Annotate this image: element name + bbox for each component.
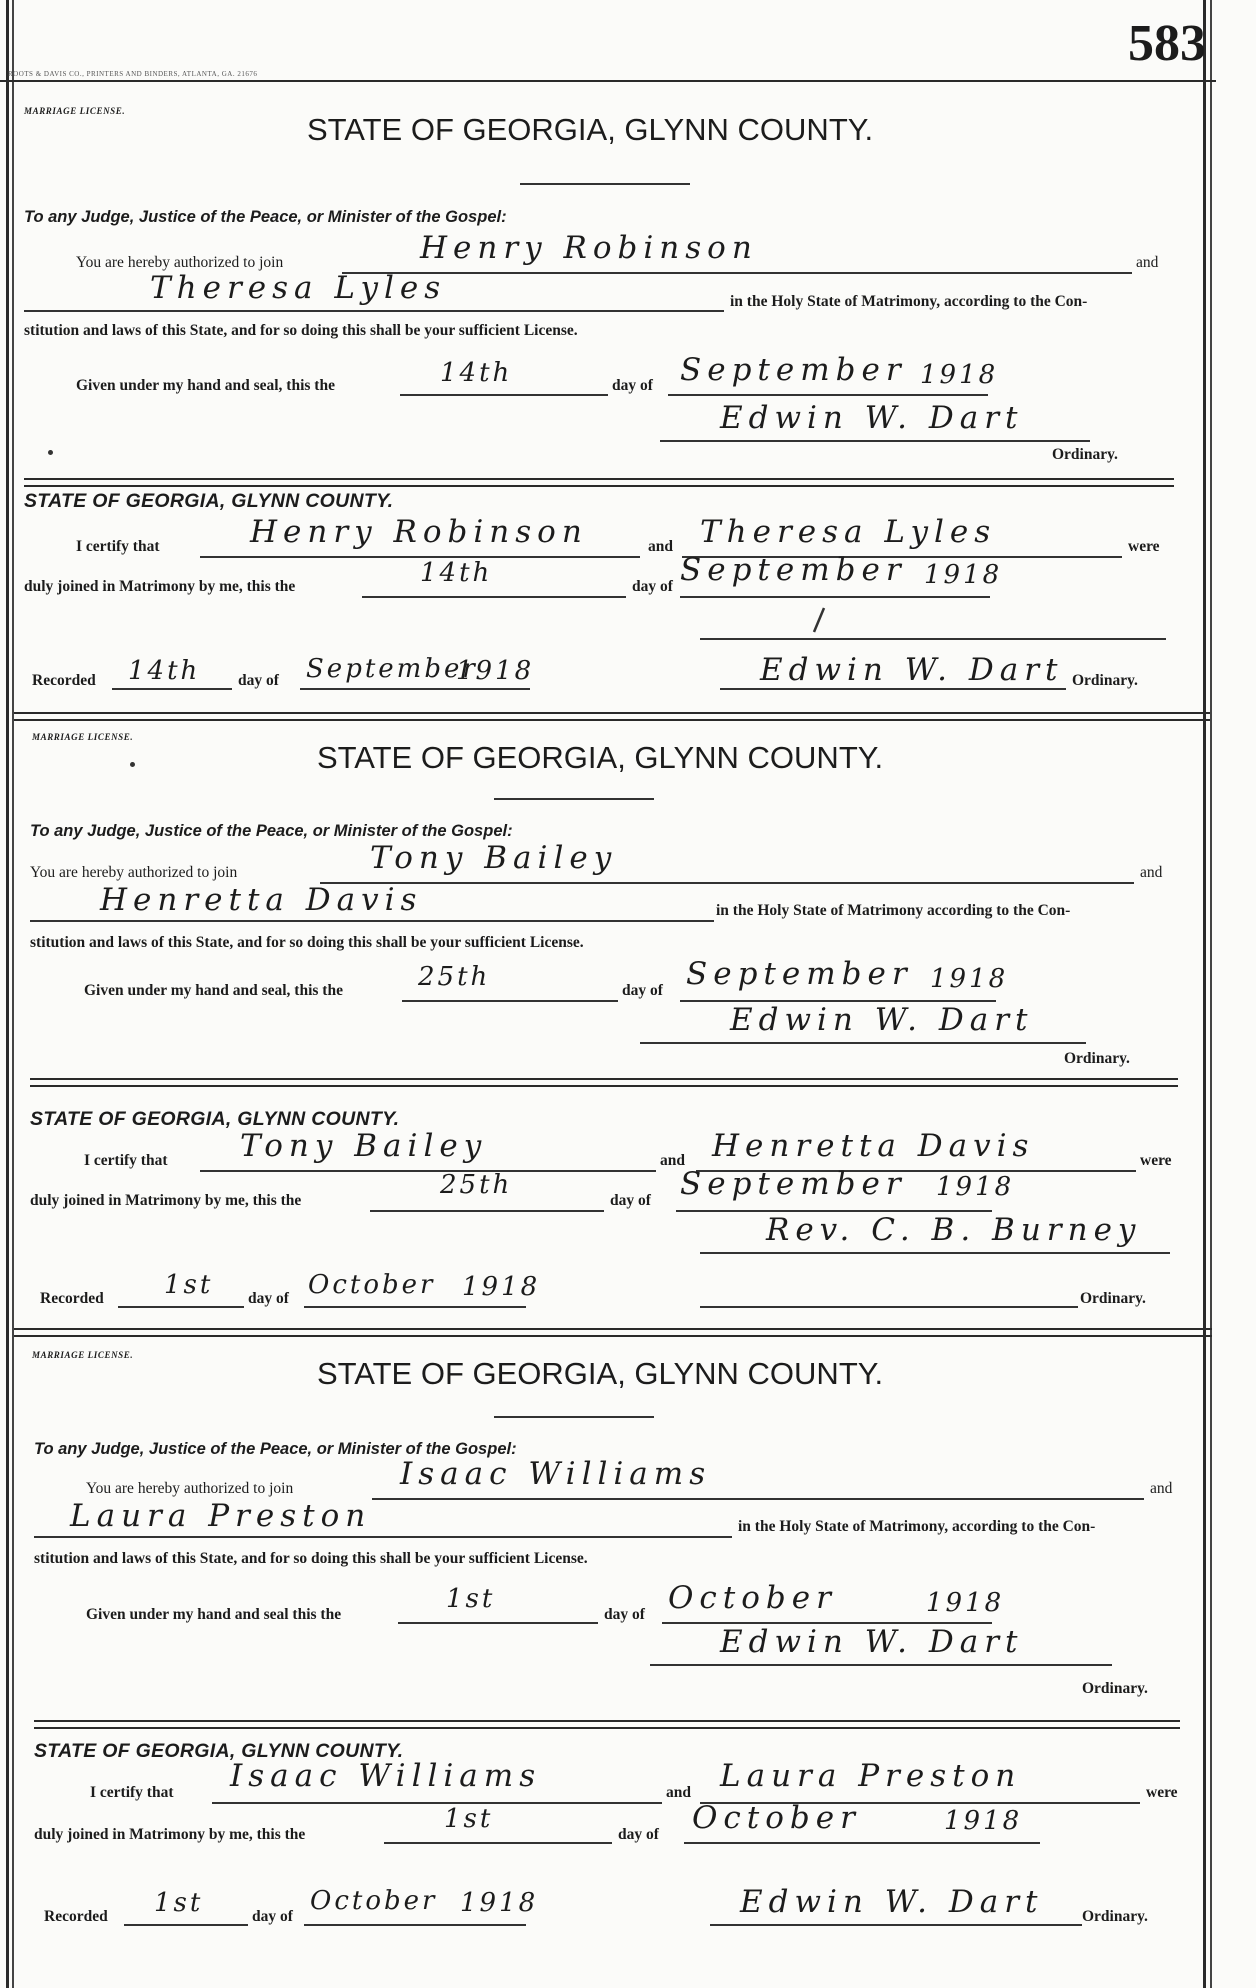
recorded-day-line	[112, 688, 232, 690]
certificate-day-line	[362, 596, 626, 598]
title-underline	[494, 1416, 654, 1418]
recorded-day: 1st	[154, 1888, 204, 1918]
ordinary-text: Ordinary.	[1082, 1680, 1148, 1697]
title-underline	[520, 183, 690, 185]
certificate-groom: Henry Robinson	[250, 514, 588, 550]
certificate-month-line	[680, 596, 990, 598]
recorded-day: 14th	[128, 656, 201, 686]
bride-line	[34, 1536, 732, 1538]
bride-line	[30, 920, 714, 922]
groom-line	[320, 882, 1134, 884]
section-divider	[24, 478, 1174, 487]
recorded-signature-line	[700, 1306, 1078, 1308]
recorded-ordinary: Ordinary.	[1080, 1290, 1146, 1307]
section-divider	[30, 1078, 1178, 1087]
certificate-and: and	[648, 538, 673, 555]
recorded-signature: Edwin W. Dart	[740, 1884, 1044, 1920]
bride-line	[24, 310, 724, 312]
bride-name: Theresa Lyles	[150, 270, 447, 306]
recorded-text: Recorded	[44, 1908, 108, 1925]
form-tag: MARRIAGE LICENSE.	[24, 106, 126, 116]
certificate-bride: Laura Preston	[720, 1758, 1022, 1794]
license-year: 1918	[926, 1588, 1005, 1618]
license-month: September	[686, 956, 913, 992]
addressee-line: To any Judge, Justice of the Peace, or Minister of the Gospel:	[30, 822, 513, 840]
license-day: 25th	[418, 962, 491, 992]
stitution-text: stitution and laws of this State, and for so doing this shall be your sufficient License.	[30, 934, 584, 951]
signature-line	[640, 1042, 1086, 1044]
form-tag: MARRIAGE LICENSE.	[32, 732, 134, 742]
officiant-line	[700, 1252, 1170, 1254]
recorded-month-line	[300, 688, 530, 690]
bride-name: Henretta Davis	[100, 882, 423, 918]
license-form	[0, 1336, 1216, 1976]
and-text: and	[1150, 1480, 1173, 1497]
holy-state-text: in the Holy State of Matrimony, according to the Con-	[730, 293, 1088, 310]
were-text: were	[1140, 1152, 1172, 1169]
and-text: and	[1136, 254, 1159, 271]
recorded-day-of: day of	[252, 1908, 293, 1925]
holy-state-text: in the Holy State of Matrimony, according to the Con-	[738, 1518, 1096, 1535]
given-text: Given under my hand and seal, this the	[76, 377, 335, 394]
ordinary-text: Ordinary.	[1064, 1050, 1130, 1067]
given-text: Given under my hand and seal, this the	[84, 982, 343, 999]
groom-line	[372, 1498, 1144, 1500]
title-underline	[494, 798, 654, 800]
certificate-bride: Theresa Lyles	[700, 514, 997, 550]
license-day-line	[398, 1622, 598, 1624]
certificate-groom-line	[200, 1170, 656, 1172]
certificate-and: and	[660, 1152, 685, 1169]
recorded-signature-line	[720, 688, 1066, 690]
certificate-day-line	[370, 1210, 604, 1212]
recorded-month: September	[306, 654, 478, 684]
certificate-month: September	[680, 552, 907, 588]
certificate-day-of: day of	[618, 1826, 659, 1843]
recorded-month-line	[304, 1924, 526, 1926]
recorded-year: 1918	[456, 656, 535, 686]
day-of-text: day of	[622, 982, 663, 999]
duly-text: duly joined in Matrimony by me, this the	[24, 578, 296, 595]
recorded-month: October	[308, 1270, 436, 1300]
stitution-text: stitution and laws of this State, and for so doing this shall be your sufficient License.	[24, 322, 578, 339]
certificate-header: STATE OF GEORGIA, GLYNN COUNTY.	[30, 1108, 400, 1130]
recorded-day: 1st	[164, 1270, 214, 1300]
addressee-line: To any Judge, Justice of the Peace, or Minister of the Gospel:	[24, 208, 507, 226]
top-rule	[0, 80, 1216, 82]
license-month: September	[680, 352, 907, 388]
signature-line	[650, 1664, 1112, 1666]
license-day: 14th	[440, 358, 513, 388]
form-tag: MARRIAGE LICENSE.	[32, 1350, 134, 1360]
given-text: Given under my hand and seal this the	[86, 1606, 342, 1623]
recorded-signature: Edwin W. Dart	[760, 652, 1064, 688]
page-number: 583	[1128, 15, 1206, 72]
authorized-text: You are hereby authorized to join	[76, 254, 284, 271]
certify-text: I certify that	[84, 1152, 168, 1169]
certificate-groom: Isaac Williams	[230, 1758, 542, 1794]
groom-name: Henry Robinson	[420, 230, 758, 266]
certificate-day: 14th	[420, 558, 493, 588]
ordinary-text: Ordinary.	[1052, 446, 1118, 463]
certificate-groom-line	[212, 1802, 662, 1804]
stitution-text: stitution and laws of this State, and for so doing this shall be your sufficient License.	[34, 1550, 588, 1567]
officiant-line	[700, 638, 1166, 640]
recorded-day-line	[124, 1924, 248, 1926]
certificate-year: 1918	[924, 560, 1003, 590]
duly-text: duly joined in Matrimony by me, this the	[34, 1826, 306, 1843]
were-text: were	[1128, 538, 1160, 555]
certificate-day-line	[384, 1842, 612, 1844]
ink-dot	[48, 450, 53, 455]
form-title: STATE OF GEORGIA, GLYNN COUNTY.	[316, 1356, 884, 1391]
license-year: 1918	[930, 964, 1009, 994]
certificate-month-line	[684, 1842, 1040, 1844]
duly-text: duly joined in Matrimony by me, this the	[30, 1192, 302, 1209]
certificate-and: and	[666, 1784, 691, 1801]
recorded-year: 1918	[460, 1888, 539, 1918]
groom-name: Isaac Williams	[400, 1456, 712, 1492]
license-month-line	[668, 394, 988, 396]
certificate-bride: Henretta Davis	[712, 1128, 1035, 1164]
were-text: were	[1146, 1784, 1178, 1801]
printer-imprint: ROOTS & DAVIS CO., PRINTERS AND BINDERS, ATLANTA, GA. 21676	[8, 70, 258, 78]
recorded-month-line	[304, 1306, 526, 1308]
day-of-text: day of	[612, 377, 653, 394]
certify-text: I certify that	[90, 1784, 174, 1801]
certificate-day: 1st	[444, 1804, 494, 1834]
recorded-ordinary: Ordinary.	[1072, 672, 1138, 689]
day-of-text: day of	[604, 1606, 645, 1623]
recorded-day-line	[118, 1306, 244, 1308]
section-divider	[34, 1720, 1180, 1729]
recorded-year: 1918	[462, 1272, 541, 1302]
license-signature: Edwin W. Dart	[730, 1002, 1034, 1038]
license-form	[0, 90, 1216, 690]
officiant-signature: Rev. C. B. Burney	[766, 1212, 1142, 1248]
authorized-text: You are hereby authorized to join	[30, 864, 238, 881]
and-text: and	[1140, 864, 1163, 881]
holy-state-text: in the Holy State of Matrimony according to the Con-	[716, 902, 1071, 919]
recorded-signature-line	[710, 1924, 1082, 1926]
certificate-day-of: day of	[632, 578, 673, 595]
certificate-month: October	[692, 1800, 861, 1836]
recorded-day-of: day of	[248, 1290, 289, 1307]
recorded-month: October	[310, 1886, 438, 1916]
license-day: 1st	[446, 1584, 496, 1614]
addressee-line: To any Judge, Justice of the Peace, or Minister of the Gospel:	[34, 1440, 517, 1458]
signature-line	[660, 440, 1090, 442]
license-day-line	[400, 394, 608, 396]
certificate-year: 1918	[936, 1172, 1015, 1202]
certify-text: I certify that	[76, 538, 160, 555]
certificate-header: STATE OF GEORGIA, GLYNN COUNTY.	[34, 1740, 404, 1762]
license-year: 1918	[920, 360, 999, 390]
recorded-day-of: day of	[238, 672, 279, 689]
groom-line	[342, 272, 1132, 274]
certificate-day: 25th	[440, 1170, 513, 1200]
license-form	[0, 718, 1216, 1318]
form-title: STATE OF GEORGIA, GLYNN COUNTY.	[306, 112, 874, 147]
certificate-groom: Tony Bailey	[240, 1128, 488, 1164]
groom-name: Tony Bailey	[370, 840, 618, 876]
form-title: STATE OF GEORGIA, GLYNN COUNTY.	[316, 740, 884, 775]
certificate-day-of: day of	[610, 1192, 651, 1209]
license-day-line	[402, 1000, 618, 1002]
recorded-text: Recorded	[32, 672, 96, 689]
certificate-year: 1918	[944, 1806, 1023, 1836]
signature-mark	[800, 602, 840, 642]
license-month: October	[668, 1580, 837, 1616]
bride-name: Laura Preston	[70, 1498, 372, 1534]
authorized-text: You are hereby authorized to join	[86, 1480, 294, 1497]
recorded-text: Recorded	[40, 1290, 104, 1307]
certificate-header: STATE OF GEORGIA, GLYNN COUNTY.	[24, 490, 394, 512]
license-signature: Edwin W. Dart	[720, 400, 1024, 436]
recorded-ordinary: Ordinary.	[1082, 1908, 1148, 1925]
certificate-month: September	[680, 1166, 907, 1202]
license-signature: Edwin W. Dart	[720, 1624, 1024, 1660]
